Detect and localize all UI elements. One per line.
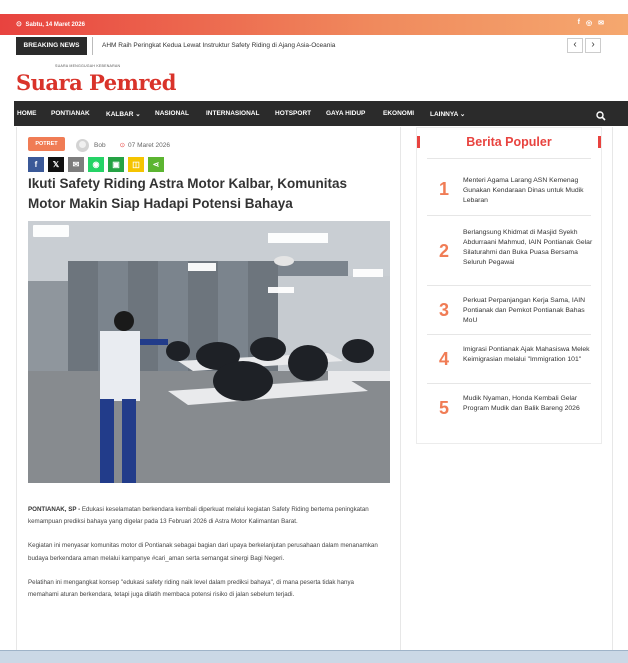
widget-title: Berita Populer [466, 135, 552, 149]
share-more-button[interactable]: ⋖ [148, 157, 164, 172]
category-tag[interactable]: POTRET [28, 137, 65, 151]
popular-news-widget [416, 127, 602, 444]
logo-tagline: SUARA MENGGUGAH KEBENARAN [55, 64, 121, 68]
popular-item[interactable] [427, 334, 591, 383]
nav-item-kalbar[interactable]: KALBAR ⌄ [106, 111, 141, 118]
nav-item-internasional[interactable]: INTERNASIONAL [206, 110, 260, 117]
nav-item-hotsport[interactable]: HOTSPORT [275, 110, 312, 117]
article-meta [76, 138, 170, 152]
paragraph [28, 504, 383, 528]
popular-rank: 4 [439, 349, 450, 369]
publish-date: 07 Maret 2026 [128, 141, 170, 149]
breaking-next-button[interactable]: › [585, 38, 601, 53]
nav-item-pontianak[interactable]: PONTIANAK [51, 110, 90, 117]
instagram-icon[interactable]: ◎ [586, 20, 593, 27]
divider [400, 127, 401, 650]
facebook-icon[interactable]: f [577, 19, 581, 26]
email-share-button[interactable]: ✉ [68, 157, 84, 172]
breaking-news-headline[interactable]: AHM Raih Peringkat Kedua Lewat Instruktur Safety Riding di Ajang Asia-Oceania [102, 42, 336, 49]
email-icon[interactable]: ✉ [598, 20, 604, 27]
popular-item[interactable] [427, 285, 591, 334]
clock-icon: ⊙ [119, 142, 126, 149]
x-share-button[interactable]: 𝕏 [48, 157, 64, 172]
dateline: PONTIANAK, SP - [28, 506, 81, 513]
social-links [578, 19, 604, 27]
top-bar [0, 14, 628, 35]
paragraph: Kegiatan ini menyasar komunitas motor di Pontianak sebagai bagian dari upaya berkelanjutan perusahaan dalam menanamkan budaya berkendara aman melalui kampanye #cari_aman serta semangat sinergi Bagi Negeri. [28, 542, 378, 562]
popular-title[interactable]: Imigrasi Pontianak Ajak Mahasiswa Melek Keimigrasian melalui "Immigration 101" [463, 346, 590, 363]
current-date-text: Sabtu, 14 Maret 2026 [25, 22, 85, 28]
share-buttons [28, 157, 164, 172]
article-body [28, 504, 383, 613]
facebook-share-button[interactable]: f [28, 157, 44, 172]
breaking-news-bar [16, 37, 612, 55]
avatar [76, 139, 89, 152]
popular-title[interactable]: Mudik Nyaman, Honda Kembali Gelar Program Mudik dan Balik Bareng 2026 [463, 395, 580, 412]
divider [92, 37, 93, 55]
popular-rank: 5 [439, 398, 450, 418]
article-photo [28, 221, 390, 483]
popular-item[interactable] [427, 158, 591, 215]
copy-link-button[interactable]: ◫ [128, 157, 144, 172]
line-share-button[interactable]: ▣ [108, 157, 124, 172]
divider [612, 127, 613, 650]
current-date [16, 20, 85, 28]
paragraph: Pelatihan ini mengangkat konsep "edukasi safety riding naik level dalam prediksi bahaya", di mana peserta tidak hanya memahami aturan berkendara, tetapi juga dilatih membaca potensi risiko di jalan sebelum terjadi. [28, 578, 354, 599]
classroom-photo-illustration [28, 221, 390, 483]
clock-icon: ⊙ [16, 21, 22, 28]
nav-item-nasional[interactable]: NASIONAL [155, 110, 189, 117]
logo-name: Suara Pemred [16, 70, 176, 95]
nav-item-lainnya[interactable]: LAINNYA ⌄ [430, 111, 466, 118]
popular-title[interactable]: Perkuat Perpanjangan Kerja Sama, IAIN Pontianak dan Pemkot Pontianak Bahas MoU [463, 297, 586, 324]
nav-item-gaya-hidup[interactable]: GAYA HIDUP [326, 110, 366, 117]
search-icon[interactable] [596, 108, 606, 126]
author-name[interactable]: Bob [94, 141, 106, 149]
popular-title[interactable]: Berlangsung Khidmat di Masjid Syekh Abdurraani Mahmud, IAIN Pontianak Gelar Silaturahmi dan Buka Puasa Bersama Seluruh Pegawai [463, 229, 593, 266]
main-nav [14, 101, 628, 126]
whatsapp-share-button[interactable]: ◉ [88, 157, 104, 172]
nav-item-home[interactable]: HOME [17, 110, 37, 117]
popular-rank: 1 [439, 179, 450, 199]
popular-title[interactable]: Menteri Agama Larang ASN Kemenag Gunakan Kendaraan Dinas untuk Mudik Lebaran [463, 177, 584, 204]
nav-item-ekonomi[interactable]: EKONOMI [383, 110, 415, 117]
breaking-news-label: BREAKING NEWS [16, 37, 87, 55]
popular-item[interactable] [427, 383, 591, 432]
article-headline: Ikuti Safety Riding Astra Motor Kalbar, Komunitas Motor Makin Siap Hadapi Potensi Bahaya [28, 176, 348, 211]
breaking-prev-button[interactable]: ‹ [567, 38, 583, 53]
paragraph-text: Edukasi keselamatan berkendara kembali diperkuat melalui kegiatan Safety Riding bertema peningkatan kemampuan prediksi bahaya yang digelar pada 13 Februari 2026 di Astra Motor Kalimantan Barat. [28, 506, 369, 526]
divider [16, 127, 17, 650]
popular-item[interactable] [427, 215, 591, 285]
popular-rank: 3 [439, 300, 450, 320]
bottom-scroll-bar [0, 650, 628, 663]
popular-rank: 2 [439, 241, 450, 261]
